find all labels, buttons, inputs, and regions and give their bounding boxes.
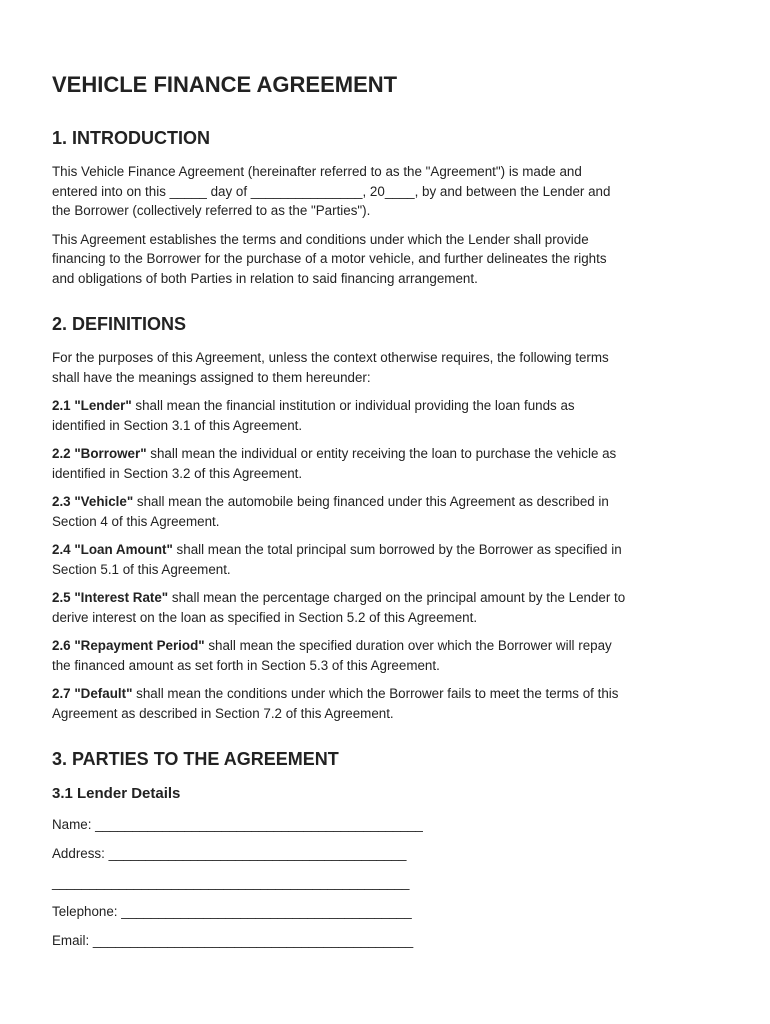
- text-line: the Borrower (collectively referred to as the "Parties").: [52, 203, 371, 218]
- text-line: This Vehicle Finance Agreement (hereinafter referred to as the "Agreement") is made and: [52, 164, 582, 179]
- text-line: derive interest on the loan as specified in Section 5.2 of this Agreement.: [52, 609, 478, 625]
- lender-address-line-2: ________________________________________________: [52, 875, 410, 890]
- definition-term: 2.7 "Default": [52, 686, 133, 701]
- text-line: This Agreement establishes the terms and conditions under which the Lender shall provide: [52, 231, 589, 247]
- lender-address-field: Address: ________________________________________: [52, 846, 407, 861]
- text-line: Agreement as described in Section 7.2 of this Agreement.: [52, 705, 394, 721]
- text-line: identified in Section 3.2 of this Agreement.: [52, 465, 303, 481]
- lender-name-field: Name: ____________________________________________: [52, 817, 423, 832]
- section-heading-parties: 3. PARTIES TO THE AGREEMENT: [52, 749, 339, 769]
- definition-term: 2.5 "Interest Rate": [52, 590, 169, 605]
- text-line: shall mean the total principal sum borrowed by the Borrower as specified in: [172, 542, 622, 557]
- text-line: For the purposes of this Agreement, unless the context otherwise requires, the following terms: [52, 350, 609, 365]
- text-line: and obligations of both Parties in relation to said financing arrangement.: [52, 270, 478, 286]
- section-heading-definitions: 2. DEFINITIONS: [52, 314, 187, 334]
- text-line: shall mean the specified duration over which the Borrower will repay: [204, 638, 612, 653]
- definition-lender: [52, 396, 722, 435]
- document-page: [52, 70, 722, 975]
- definition-term: 2.6 "Repayment Period": [52, 638, 205, 653]
- definition-term: 2.3 "Vehicle": [52, 494, 134, 509]
- section-introduction: [52, 126, 722, 288]
- lender-email-field: Email: ___________________________________________: [52, 933, 414, 948]
- text-line: shall mean the financial institution or individual providing the loan funds as: [131, 398, 575, 413]
- text-line: the financed amount as set forth in Section 5.3 of this Agreement.: [52, 657, 440, 673]
- introduction-paragraph-2: [52, 230, 722, 289]
- section-definitions: [52, 312, 722, 723]
- section-heading-introduction: 1. INTRODUCTION: [52, 128, 211, 148]
- text-line: shall have the meanings assigned to them hereunder:: [52, 369, 371, 385]
- section-parties: [52, 747, 722, 951]
- definition-borrower: [52, 444, 722, 483]
- text-line: Section 4 of this Agreement.: [52, 513, 220, 529]
- definition-term: 2.4 "Loan Amount": [52, 542, 173, 557]
- definition-interest-rate: [52, 588, 722, 627]
- text-line: Section 5.1 of this Agreement.: [52, 561, 231, 577]
- definition-loan-amount: [52, 540, 722, 579]
- text-line: financing to the Borrower for the purchase of a motor vehicle, and further delineates the rights: [52, 251, 607, 266]
- text-line: entered into on this _____ day of _______________, 20____, by and between the Lender and: [52, 183, 611, 199]
- introduction-paragraph-1: [52, 162, 722, 221]
- definition-term: 2.1 "Lender": [52, 398, 132, 413]
- definition-default: [52, 684, 722, 723]
- text-line: shall mean the automobile being financed under this Agreement as described in: [133, 494, 609, 509]
- text-line: shall mean the percentage charged on the principal amount by the Lender to: [168, 590, 626, 605]
- definition-term: 2.2 "Borrower": [52, 446, 147, 461]
- document-title: VEHICLE FINANCE AGREEMENT: [52, 72, 398, 97]
- definitions-intro: [52, 348, 722, 387]
- text-line: shall mean the conditions under which the Borrower fails to meet the terms of this: [132, 686, 619, 701]
- lender-telephone-field: Telephone: _______________________________________: [52, 904, 412, 919]
- subheading-lender-details: 3.1 Lender Details: [52, 785, 181, 802]
- definition-vehicle: [52, 492, 722, 531]
- text-line: shall mean the individual or entity receiving the loan to purchase the vehicle as: [146, 446, 617, 461]
- definition-repayment-period: [52, 636, 722, 675]
- text-line: identified in Section 3.1 of this Agreement.: [52, 417, 303, 433]
